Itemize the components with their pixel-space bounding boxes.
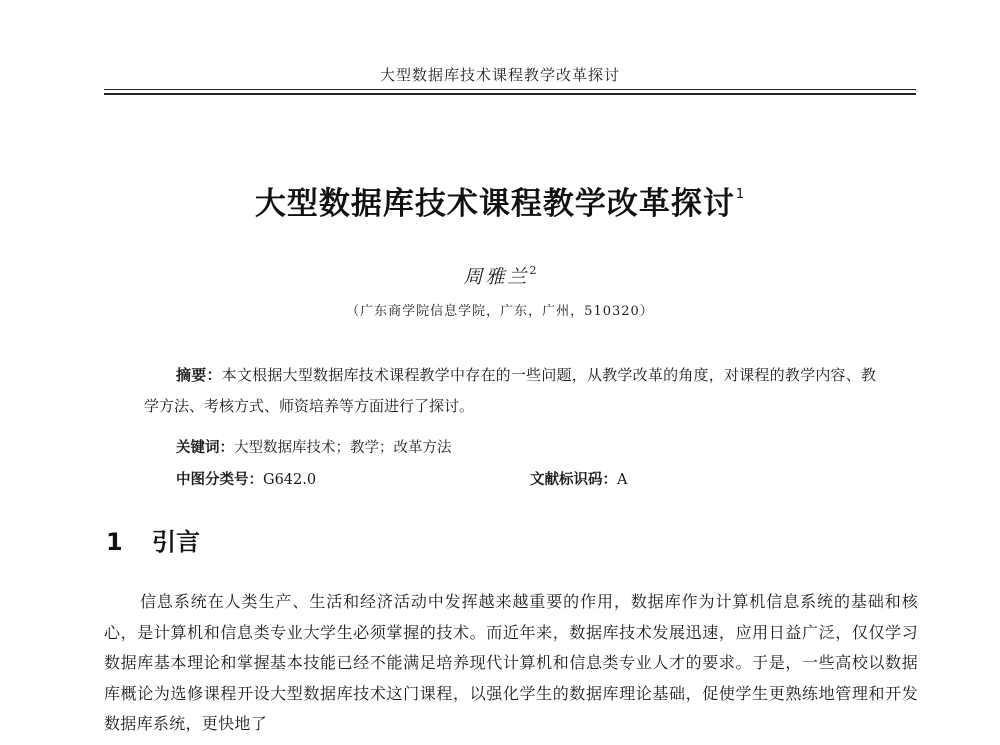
doc-code-value: A xyxy=(617,472,628,488)
keywords-text: 大型数据库技术；教学；改革方法 xyxy=(234,440,452,456)
section-title: 引言 xyxy=(152,528,200,556)
paper-title-text: 大型数据库技术课程教学改革探讨 xyxy=(254,186,735,222)
running-header: 大型数据库技术课程教学改革探讨 xyxy=(379,66,620,84)
header-rule-thick xyxy=(104,93,916,95)
body-paragraph: 信息系统在人类生产、生活和经济活动中发挥越来越重要的作用，数据库作为计算机信息系统的基础和核心，是计算机和信息类专业大学生必须掌握的技术。而近年来，数据库技术发展迅速，应用日益广泛，仅仅学习数据库基本理论和掌握基本技能已经不能满足培养现代计算机和信息类专业人才的要求。于是，一些高校以数据库概论为选修课程开设大型数据库技术这门课程，以强化学生的数据库理论基础，促使学生更熟练地管理和开发数据库系统，更快地了 xyxy=(104,592,918,733)
header-rule-thin xyxy=(104,89,916,90)
section-heading xyxy=(106,522,200,557)
clc-number xyxy=(176,468,316,489)
abstract xyxy=(144,360,876,422)
abstract-text: 本文根据大型数据库技术课程教学中存在的一些问题，从教学改革的角度，对课程的教学内容、教学方法、考核方式、师资培养等方面进行了探讨。 xyxy=(144,366,876,415)
affiliation: （广东商学院信息学院，广东，广州，510320） xyxy=(346,304,654,319)
keywords xyxy=(176,436,452,457)
title-footnote-mark: 1 xyxy=(735,187,746,202)
document-code xyxy=(530,468,627,489)
doc-code-label: 文献标识码： xyxy=(530,472,617,488)
clc-label: 中图分类号： xyxy=(176,472,263,488)
clc-value: G642.0 xyxy=(263,472,317,488)
abstract-label: 摘要： xyxy=(176,366,222,384)
paper-title xyxy=(0,178,1000,223)
author-footnote-mark: 2 xyxy=(529,264,537,277)
section-number: 1 xyxy=(106,528,123,556)
keywords-label: 关键词： xyxy=(176,440,234,456)
author-name: 周雅兰 xyxy=(463,266,530,288)
author xyxy=(0,262,1000,289)
